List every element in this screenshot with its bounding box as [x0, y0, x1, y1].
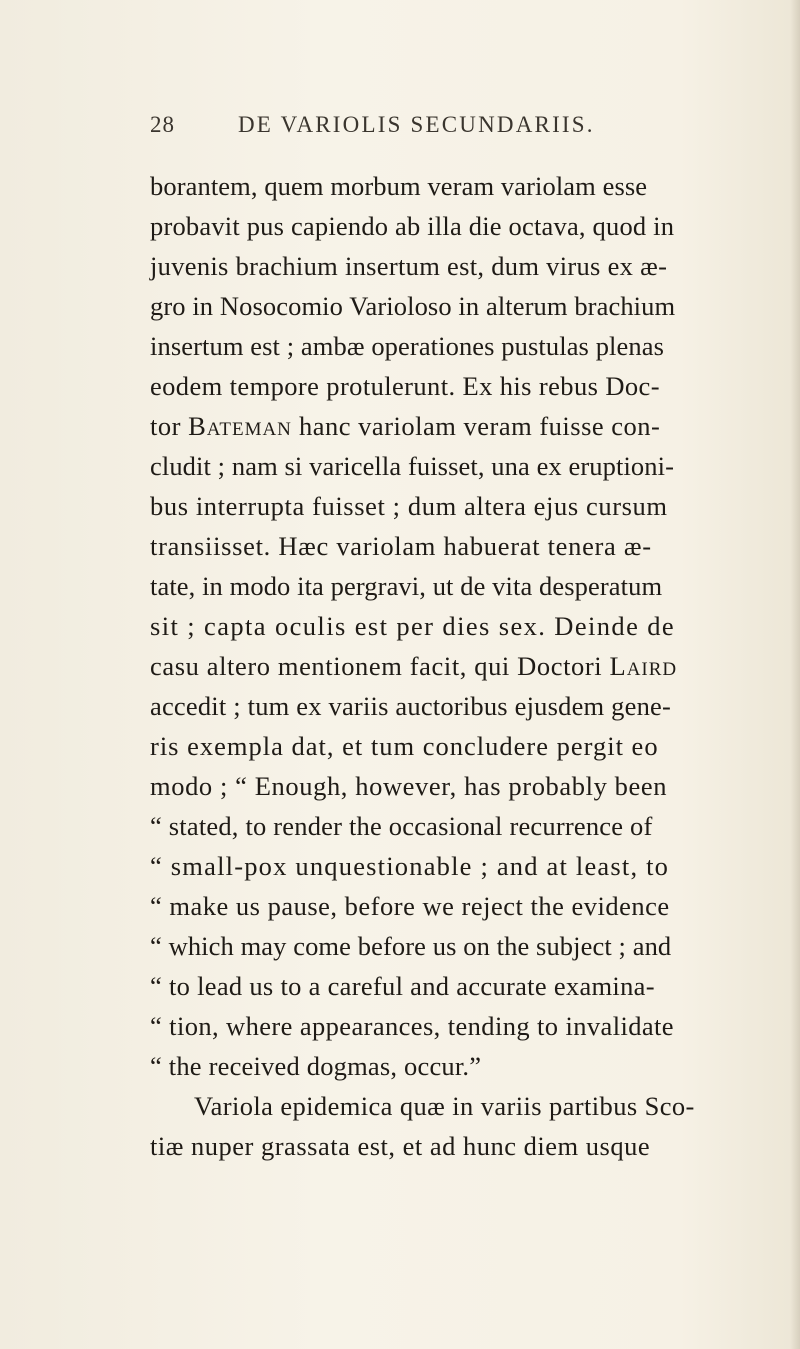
text-line: “ the received dogmas, occur.” [150, 1051, 482, 1081]
text-line [150, 646, 790, 686]
text-line: “ small-pox unquestionable ; and at least, to [150, 851, 670, 881]
text-line [150, 406, 790, 446]
text-line: juvenis brachium insertum est, dum virus ex æ- [150, 251, 668, 281]
body-text [150, 166, 790, 1166]
text-line: tiæ nuper grassata est, et ad hunc diem usque [150, 1131, 651, 1161]
page-edge-shadow [790, 0, 800, 1349]
text-line: gro in Nosocomio Varioloso in alterum brachium [150, 291, 676, 321]
text-line: probavit pus capiendo ab illa die octava, quod in [150, 211, 675, 241]
text-line: “ stated, to render the occasional recurrence of [150, 811, 653, 841]
text-line: “ make us pause, before we reject the evidence [150, 891, 670, 921]
text-line: “ to lead us to a careful and accurate examina- [150, 971, 655, 1001]
text-line: transiisset. Hæc variolam habuerat tenera æ- [150, 531, 652, 561]
page-number: 28 [150, 112, 175, 137]
text-span: tor [150, 411, 181, 441]
text-line: insertum est ; ambæ operationes pustulas plenas [150, 331, 664, 361]
text-line: Variola epidemica quæ in variis partibus Sco- [194, 1091, 695, 1121]
text-line: sit ; capta oculis est per dies sex. Deinde de [150, 611, 676, 641]
text-line: borantem, quem morbum veram variolam esse [150, 171, 648, 201]
text-span: hanc variolam veram fuisse con- [299, 411, 661, 441]
text-line: accedit ; tum ex variis auctoribus ejusdem gene- [150, 691, 672, 721]
text-line: modo ; “ Enough, however, has probably been [150, 771, 668, 801]
author-name-bateman: Bateman [188, 411, 292, 441]
text-line: cludit ; nam si varicella fuisset, una ex eruptioni- [150, 451, 675, 481]
text-line: eodem tempore protulerunt. Ex his rebus Doc- [150, 371, 660, 401]
text-line: tate, in modo ita pergravi, ut de vita desperatum [150, 571, 663, 601]
text-line: “ tion, where appearances, tending to invalidate [150, 1011, 674, 1041]
text-line: ris exempla dat, et tum concludere pergit eo [150, 731, 659, 761]
page-header [150, 112, 710, 152]
author-name-laird: Laird [609, 651, 678, 681]
text-span: casu altero mentionem facit, qui Doctori [150, 651, 603, 681]
text-line: “ which may come before us on the subject ; and [150, 931, 672, 961]
text-line: bus interrupta fuisset ; dum altera ejus cursum [150, 491, 668, 521]
running-head: DE VARIOLIS SECUNDARIIS. [238, 112, 595, 137]
